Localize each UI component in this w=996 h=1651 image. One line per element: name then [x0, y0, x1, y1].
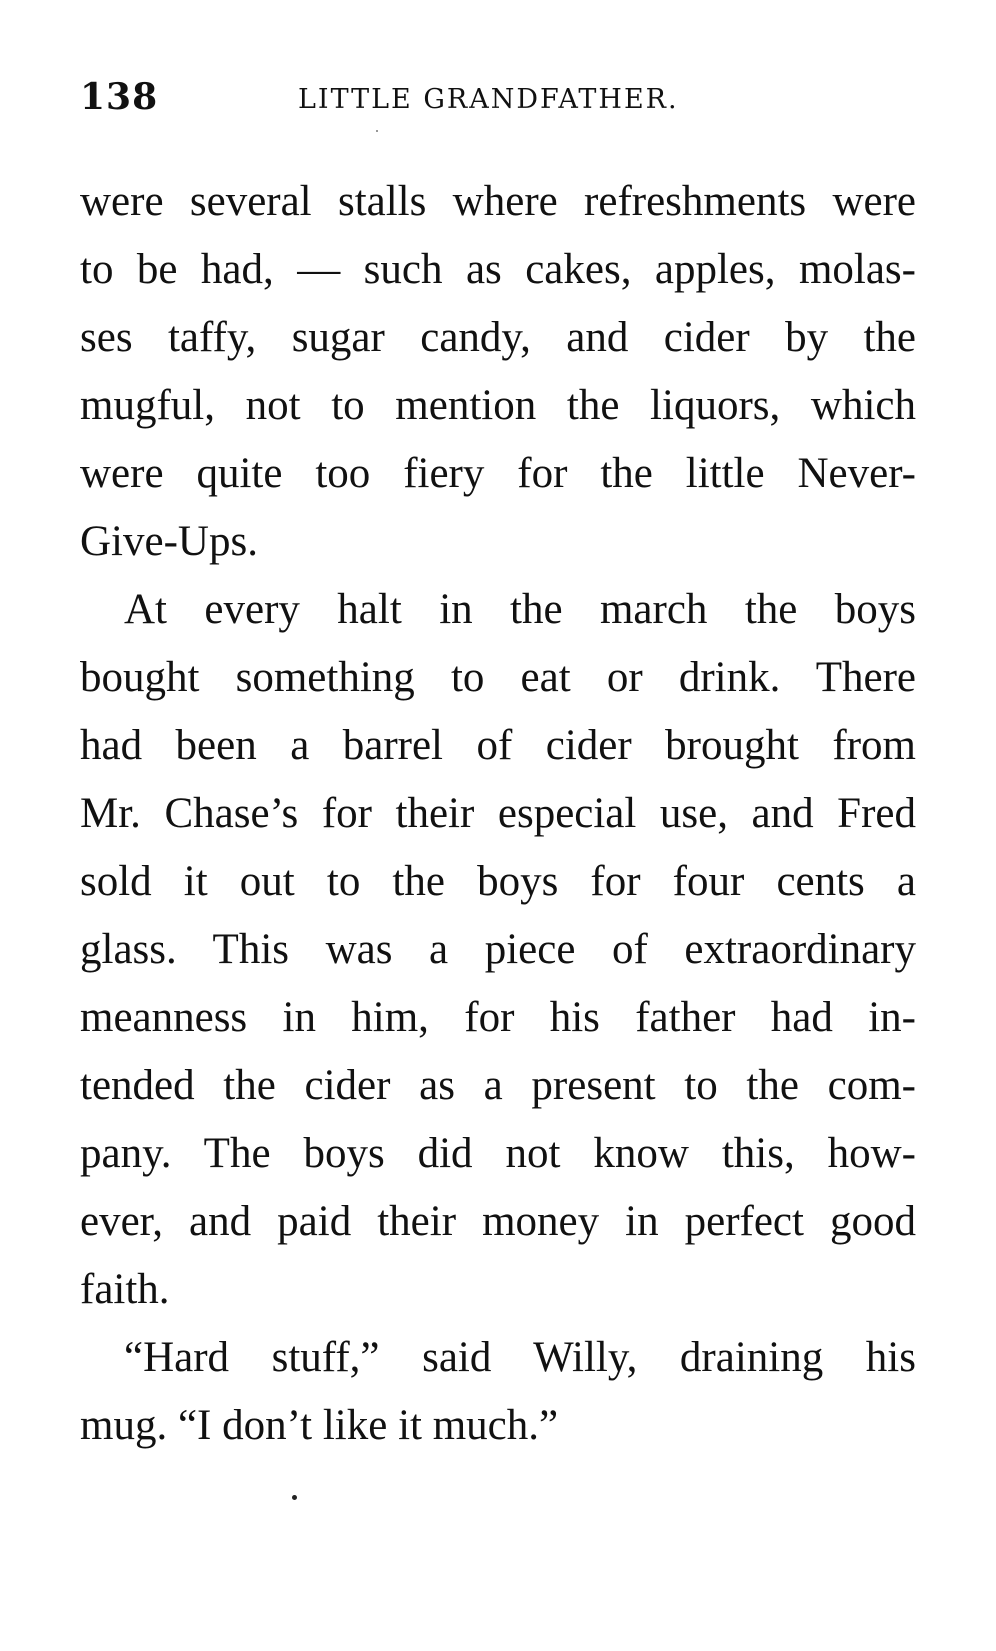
text-line: ever, and paid their money in perfect good: [80, 1198, 916, 1245]
page-number: 138: [80, 76, 159, 118]
text-line: were several stalls where refreshments were: [80, 178, 916, 225]
running-title: LITTLE GRANDFATHER.: [298, 84, 679, 115]
text-line: Give-Ups.: [80, 518, 258, 565]
text-line: mug. “I don’t like it much.”: [80, 1402, 559, 1449]
ink-speck: [292, 1495, 297, 1500]
body-text: [80, 168, 916, 1460]
text-line: to be had, — such as cakes, apples, molas-: [80, 246, 916, 293]
text-line: faith.: [80, 1266, 170, 1313]
running-head: [80, 70, 920, 130]
text-line: At every halt in the march the boys: [124, 586, 916, 633]
text-line: ses taffy, sugar candy, and cider by the: [80, 314, 916, 361]
paragraph-1: [80, 168, 916, 576]
text-line: were quite too fiery for the little Never-: [80, 450, 916, 497]
text-line: Mr. Chase’s for their especial use, and Fred: [80, 790, 916, 837]
paragraph-2: [80, 576, 916, 1324]
text-line: sold it out to the boys for four cents a: [80, 858, 916, 905]
text-line: bought something to eat or drink. There: [80, 654, 916, 701]
text-line: had been a barrel of cider brought from: [80, 722, 916, 769]
text-line: pany. The boys did not know this, how-: [80, 1130, 916, 1177]
text-line: mugful, not to mention the liquors, which: [80, 382, 916, 429]
ink-speck: [376, 130, 378, 132]
text-line: tended the cider as a present to the com-: [80, 1062, 916, 1109]
text-line: meanness in him, for his father had in-: [80, 994, 916, 1041]
paragraph-3: [80, 1324, 916, 1460]
text-line: glass. This was a piece of extraordinary: [80, 926, 916, 973]
text-line: “Hard stuff,” said Willy, draining his: [124, 1334, 916, 1381]
